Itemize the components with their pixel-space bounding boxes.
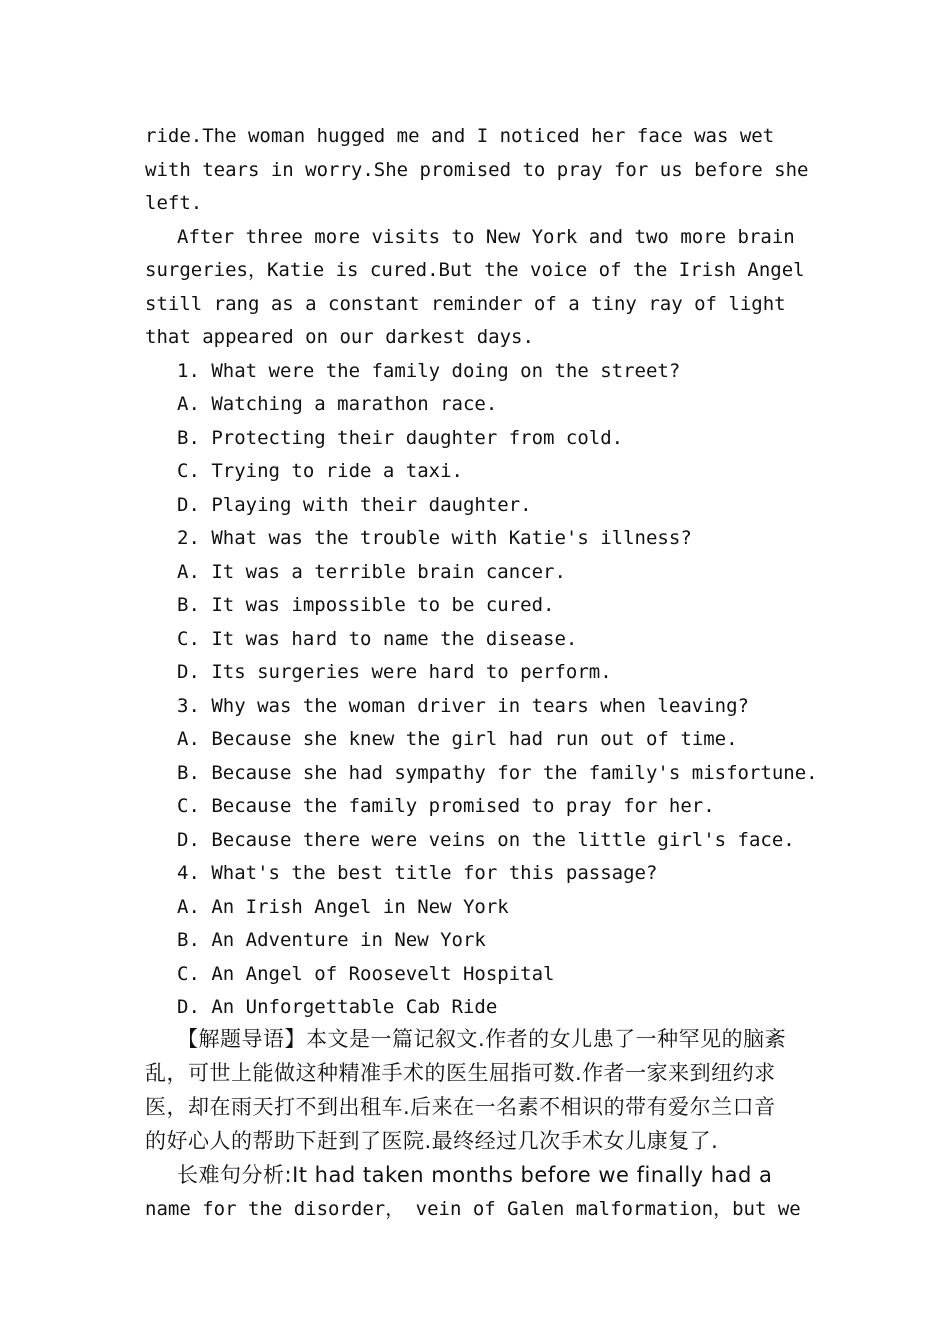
question-option: C. Trying to ride a taxi. bbox=[177, 460, 463, 482]
passage-line: ride.The woman hugged me and I noticed her face was wet bbox=[145, 125, 775, 147]
question-option: B. It was impossible to be cured. bbox=[177, 594, 555, 616]
question-option: C. Because the family promised to pray for her. bbox=[177, 795, 715, 817]
question-stem: 3. Why was the woman driver in tears when leaving? bbox=[177, 695, 749, 717]
analysis-line: name for the disorder， vein of Galen malformation，but we bbox=[145, 1198, 801, 1220]
question-option: C. It was hard to name the disease. bbox=[177, 628, 578, 650]
question-option: D. Playing with their daughter. bbox=[177, 494, 532, 516]
passage-line: still rang as a constant reminder of a tiny ray of light bbox=[145, 293, 786, 315]
passage-line: After three more visits to New York and two more brain bbox=[177, 226, 795, 248]
passage-line: surgeries，Katie is cured.But the voice of the Irish Angel bbox=[145, 259, 805, 281]
question-option: B. Protecting their daughter from cold. bbox=[177, 427, 624, 449]
question-stem: 1. What were the family doing on the street? bbox=[177, 360, 681, 382]
question-option: A. Watching a marathon race. bbox=[177, 393, 498, 415]
question-option: A. An Irish Angel in New York bbox=[177, 896, 509, 918]
passage-line: left. bbox=[145, 192, 203, 214]
passage-line: that appeared on our darkest days. bbox=[145, 326, 534, 348]
question-option: A. Because she knew the girl had run out of time. bbox=[177, 728, 738, 750]
question-option: D. Because there were veins on the little girl's face. bbox=[177, 829, 795, 851]
question-stem: 4. What's the best title for this passage? bbox=[177, 862, 658, 884]
question-option: D. Its surgeries were hard to perform. bbox=[177, 661, 612, 683]
passage-line: with tears in worry.She promised to pray for us before she bbox=[145, 159, 809, 181]
guide-line: 医，却在雨天打不到出租车.后来在一名素不相识的带有爱尔兰口音 bbox=[145, 1095, 776, 1119]
analysis-line: 长难句分析:It had taken months before we finally had a bbox=[177, 1163, 773, 1187]
guide-line: 乱，可世上能做这种精准手术的医生屈指可数.作者一家来到纽约求 bbox=[145, 1061, 776, 1085]
guide-line: 的好心人的帮助下赶到了医院.最终经过几次手术女儿康复了. bbox=[145, 1129, 719, 1153]
question-stem: 2. What was the trouble with Katie's illness? bbox=[177, 527, 692, 549]
question-option: B. An Adventure in New York bbox=[177, 929, 486, 951]
question-option: A. It was a terrible brain cancer. bbox=[177, 561, 566, 583]
question-option: D. An Unforgettable Cab Ride bbox=[177, 996, 498, 1018]
guide-line: 【解题导语】本文是一篇记叙文.作者的女儿患了一种罕见的脑紊 bbox=[177, 1027, 787, 1051]
question-option: B. Because she had sympathy for the family's misfortune. bbox=[177, 762, 818, 784]
question-option: C. An Angel of Roosevelt Hospital bbox=[177, 963, 555, 985]
